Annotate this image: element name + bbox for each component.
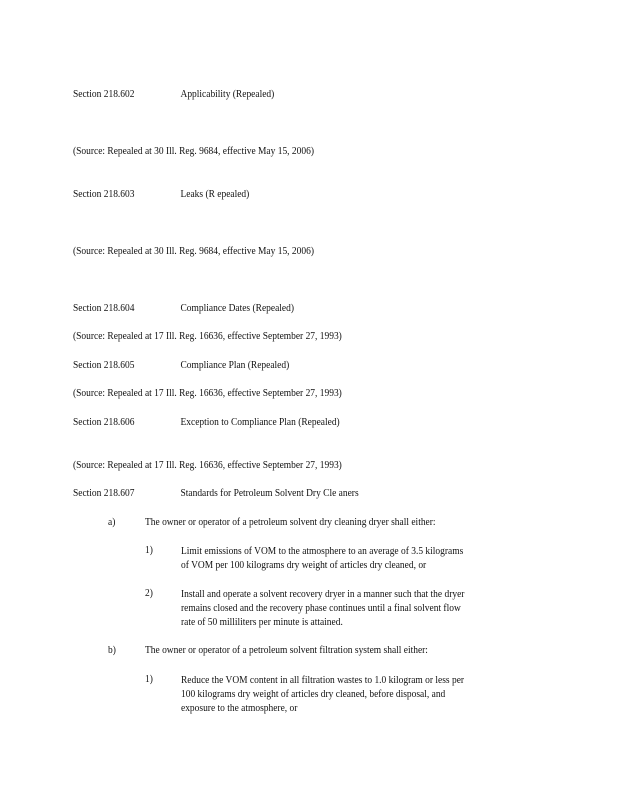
item-b1-text — [181, 673, 464, 715]
item-b1-label: 1) — [145, 673, 153, 685]
section-title: Compliance Plan (Repealed) — [180, 359, 290, 371]
item-a1-text — [181, 544, 463, 572]
item-b1-body: Reduce the VOM content in all filtration wastes to 1.0 kilogram or less per 100 kilograms dry weight of articles dry cleaned, before disposal, and exposure to the atmosphere, or — [181, 674, 465, 714]
subsection-b-text: The owner or operator of a petroleum solvent filtration system shall either: — [145, 644, 428, 656]
source-note: (Source: Repealed at 17 Ill. Reg. 16636, effective September 27, 1993) — [73, 330, 342, 342]
subsection-a-label: a) — [108, 516, 116, 528]
source-note: (Source: Repealed at 30 Ill. Reg. 9684, effective May 15, 2006) — [73, 245, 314, 257]
source-note: (Source: Repealed at 17 Ill. Reg. 16636, effective September 27, 1993) — [73, 459, 342, 471]
item-a2-label: 2) — [145, 587, 153, 599]
item-a1-label: 1) — [145, 544, 153, 556]
subsection-a-text: The owner or operator of a petroleum solvent dry cleaning dryer shall either: — [145, 516, 436, 528]
section-title: Standards for Petroleum Solvent Dry Cle aners — [180, 487, 359, 499]
source-note: (Source: Repealed at 30 Ill. Reg. 9684, effective May 15, 2006) — [73, 145, 314, 157]
item-a2-text — [181, 587, 464, 629]
subsection-b-label: b) — [108, 644, 116, 656]
section-number: Section 218.606 — [73, 416, 135, 428]
section-title: Compliance Dates (Repealed) — [180, 302, 294, 314]
section-number: Section 218.602 — [73, 88, 135, 100]
section-title: Exception to Compliance Plan (Repealed) — [180, 416, 340, 428]
section-title: Leaks (R epealed) — [180, 188, 250, 200]
section-number: Section 218.605 — [73, 359, 135, 371]
section-number: Section 218.604 — [73, 302, 135, 314]
item-a1-body: Limit emissions of VOM to the atmosphere to an average of 3.5 kilograms of VOM per 100 kilograms dry weight of articles dry cleaned, or — [181, 545, 464, 571]
item-a2-body: Install and operate a solvent recovery dryer in a manner such that the dryer remains closed and the recovery phase continues until a final solvent flow rate of 50 milliliters per minute is attained. — [181, 588, 465, 628]
section-title: Applicability (Repealed) — [180, 88, 275, 100]
source-note: (Source: Repealed at 17 Ill. Reg. 16636, effective September 27, 1993) — [73, 387, 342, 399]
section-number: Section 218.607 — [73, 487, 135, 499]
section-number: Section 218.603 — [73, 188, 135, 200]
